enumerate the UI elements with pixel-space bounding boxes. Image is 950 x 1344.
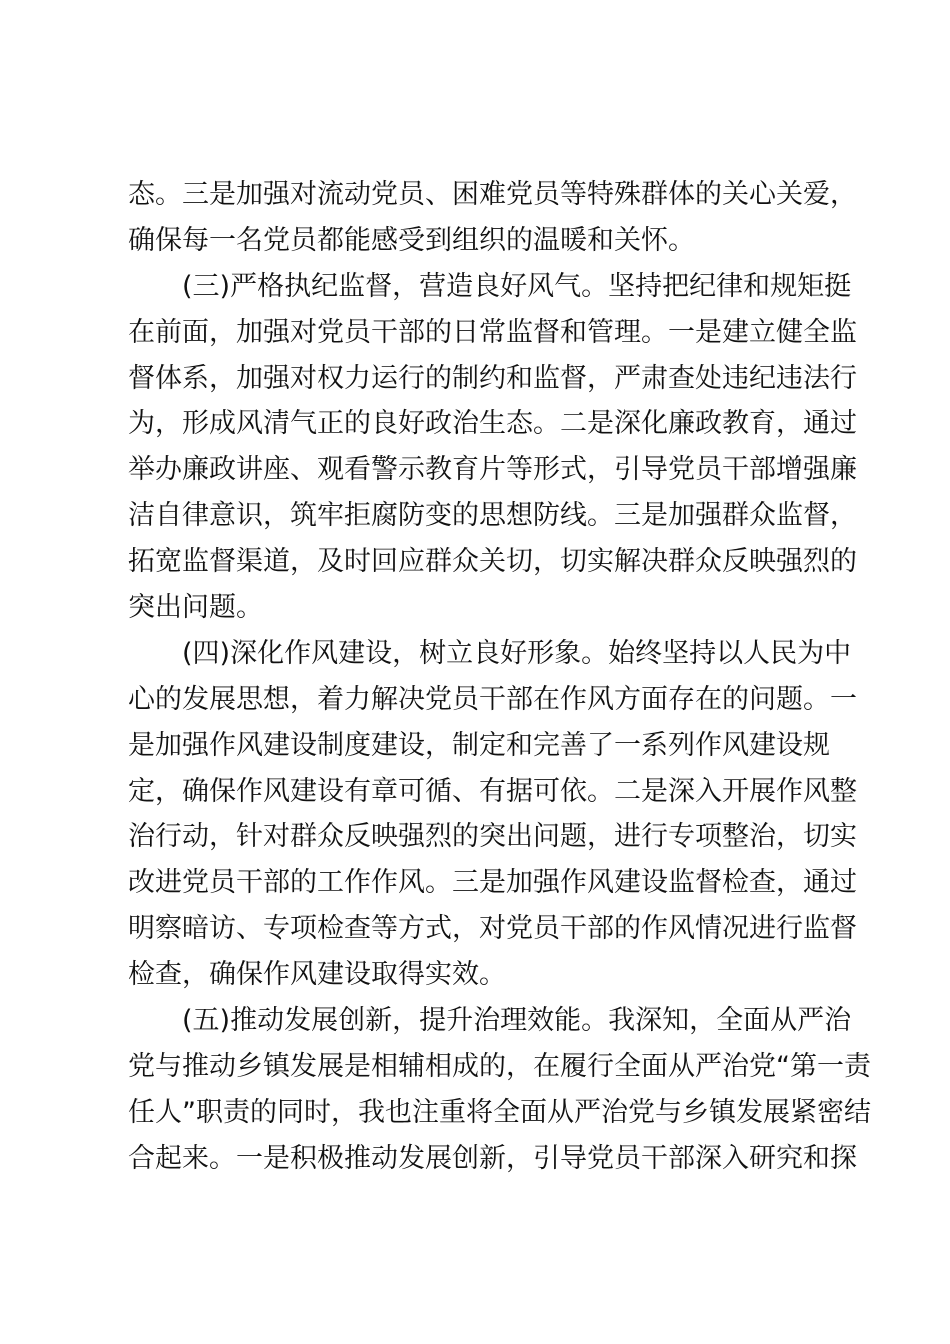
paragraph-section-4 xyxy=(128,631,857,998)
paragraph-continuation xyxy=(128,172,857,264)
text-line: 督体系，加强对权力运行的制约和监督，严肃查处违纪违法行 xyxy=(128,362,857,394)
paragraph-heading-line: (四)深化作风建设，树立良好形象。始终坚持以人民为中 xyxy=(182,637,852,669)
text-line: 任人”职责的同时，我也注重将全面从严治党与乡镇发展紧密结 xyxy=(128,1096,871,1128)
text-line: 拓宽监督渠道，及时回应群众关切，切实解决群众反映强烈的 xyxy=(128,546,857,578)
text-line: 在前面，加强对党员干部的日常监督和管理。一是建立健全监 xyxy=(128,316,857,348)
text-line: 治行动，针对群众反映强烈的突出问题，进行专项整治，切实 xyxy=(128,821,857,853)
text-line: 明察暗访、专项检查等方式，对党员干部的作风情况进行监督 xyxy=(128,913,857,945)
paragraph-section-3 xyxy=(128,264,857,631)
text-line: 洁自律意识，筑牢拒腐防变的思想防线。三是加强群众监督， xyxy=(128,500,857,532)
text-line: 举办廉政讲座、观看警示教育片等形式，引导党员干部增强廉 xyxy=(128,454,857,486)
text-line: 改进党员干部的工作作风。三是加强作风建设监督检查，通过 xyxy=(128,867,857,899)
document-body xyxy=(128,172,871,1182)
text-line: 是加强作风建设制度建设，制定和完善了一系列作风建设规 xyxy=(128,729,830,761)
text-line: 心的发展思想，着力解决党员干部在作风方面存在的问题。一 xyxy=(128,683,857,715)
text-line: 合起来。一是积极推动发展创新，引导党员干部深入研究和探 xyxy=(128,1142,857,1174)
paragraph-heading-line: (五)推动发展创新，提升治理效能。我深知，全面从严治 xyxy=(182,1005,852,1037)
text-line: 突出问题。 xyxy=(128,592,263,624)
text-line: 态。三是加强对流动党员、困难党员等特殊群体的关心关爱， xyxy=(128,179,857,210)
text-line: 确保每一名党员都能感受到组织的温暖和关怀。 xyxy=(128,224,695,256)
text-line: 检查，确保作风建设取得实效。 xyxy=(128,959,506,991)
text-line: 定，确保作风建设有章可循、有据可依。二是深入开展作风整 xyxy=(128,775,857,807)
text-line: 为，形成风清气正的良好政治生态。二是深化廉政教育，通过 xyxy=(128,408,857,440)
text-line: 党与推动乡镇发展是相辅相成的，在履行全面从严治党“第一责 xyxy=(128,1050,871,1082)
paragraph-heading-line: (三)严格执纪监督，营造良好风气。坚持把纪律和规矩挺 xyxy=(182,270,852,302)
paragraph-section-5 xyxy=(128,998,871,1182)
